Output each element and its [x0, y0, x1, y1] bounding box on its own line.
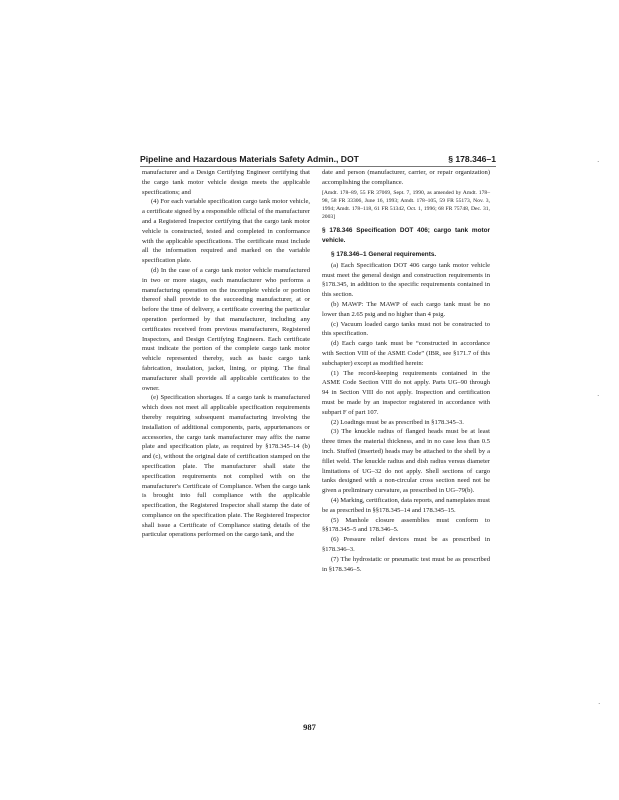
- paragraph: (a) Each Specification DOT 406 cargo tank motor vehicle must meet the general design and construction requirements in §178.345, in addition to the specific requirements contained in this section.: [322, 261, 490, 299]
- scan-speck: ·: [597, 392, 600, 400]
- scan-speck: ·: [598, 700, 601, 708]
- paragraph: (7) The hydrostatic or pneumatic test must be as prescribed in §178.346–5.: [322, 555, 490, 573]
- section-heading: § 178.346 Specification DOT 406; cargo tank motor vehicle.: [322, 227, 490, 245]
- scan-speck: ·: [597, 158, 600, 166]
- running-header: [140, 154, 496, 167]
- paragraph: (d) Each cargo tank must be “constructed in accordance with Section VIII of the ASME Code” (IBR, see §171.7 of this subchapter) except as modified herein:: [322, 340, 490, 367]
- paragraph: (d) In the case of a cargo tank motor vehicle manufactured in two or more stages, each manufacturer who performs a manufacturing operation on the incomplete vehicle or portion thereof shall provide to the succeeding manufacturer, at or before the time of delivery, a certificate covering the particular operation performed by that manufacturer, including any certificates received from previous manufacturers, Registered Inspectors, and Design Certifying Engineers. Each certificate must indicate the portion of the complete cargo tank motor vehicle represented thereby, such as basic cargo tank fabrication, insulation, jacket, lining, or piping. The final manufacturer shall provide all applicable certificates to the owner.: [142, 266, 310, 392]
- amendment-citation: [Amdt. 178–89, 55 FR 37069, Sept. 7, 1990, as amended by Amdt. 178–98, 58 FR 33306, June 16, 1993; Amdt. 178–105, 59 FR 55173, Nov. 3, 1994; Amdt. 178–118, 61 FR 51342, Oct. 1, 1996; 68 FR 75748, Dec. 31, 2003]: [322, 189, 490, 221]
- paragraph: (4) For each variable specification cargo tank motor vehicle, a certificate signed by a responsible official of the manufacturer and a Registered Inspector certifying that the cargo tank motor vehicle is constructed, tested and completed in conformance with the applicable specifications. The certificate must include all the information required and marked on the variable specification plate.: [142, 198, 310, 265]
- paragraph: (2) Loadings must be as prescribed in §178.345–3.: [331, 418, 464, 426]
- paragraph: (4) Marking, certification, data reports, and nameplates must be as prescribed in §§178.345–14 and 178.345–15.: [322, 496, 490, 514]
- paragraph: (b) MAWP: The MAWP of each cargo tank must be no lower than 2.65 psig and no higher than 4 psig.: [322, 300, 490, 318]
- paragraph: (5) Manhole closure assemblies must conform to §§178.345–5 and 178.346–5.: [322, 516, 490, 534]
- paragraph: (3) The knuckle radius of flanged heads must be at least three times the material thickness, and in no case less than 0.5 inch. Stuffed (inserted) heads may be attached to the shell by a fillet weld. The knuckle radius and dish radius versus diameter limitations of UG–32 do not apply. Shell sections of cargo tanks designed with a non-circular cross section need not be given a preliminary curvature, as prescribed in UG–79(b).: [322, 428, 490, 495]
- header-section: § 178.346–1: [448, 154, 496, 164]
- paragraph: manufacturer and a Design Certifying Engineer certifying that the cargo tank motor vehicle design meets the applicable specifications; and: [142, 169, 310, 196]
- right-column: [322, 168, 490, 574]
- paragraph: (6) Pressure relief devices must be as prescribed in §178.346–3.: [322, 536, 490, 553]
- paragraph: (e) Specification shortages. If a cargo tank is manufactured which does not meet all applicable specification requirements thereby requiring subsequent manufacturing involving the installation of additional components, parts, appurtenances or accessories, the cargo tank manufacturer may affix the name plate and specification plate, as required by §178.345–14 (b) and (c), without the original date of certification stamped on the specification plate. The manufacturer shall state the specification requirements not complied with on the manufacturer's Certificate of Compliance. When the cargo tank is brought into full compliance with the applicable specification, the Registered Inspector shall stamp the date of compliance on the specification plate. The Registered Inspector shall issue a Certificate of Compliance stating details of the particular operations performed on the cargo tank, and the: [142, 394, 310, 539]
- left-column: [142, 168, 310, 540]
- paragraph: date and person (manufacturer, carrier, or repair organization) accomplishing the compliance.: [322, 169, 490, 186]
- subsection-heading: § 178.346–1 General requirements.: [331, 251, 437, 258]
- page-number: 987: [303, 722, 316, 732]
- header-agency: Pipeline and Hazardous Materials Safety Admin., DOT: [140, 154, 359, 164]
- paragraph: (1) The record-keeping requirements contained in the ASME Code Section VIII do not apply. Parts UG–90 through 94 in Section VIII do not apply. Inspection and certification must be made by an inspector registered in accordance with subpart F of part 107.: [322, 369, 490, 416]
- paragraph: (c) Vacuum loaded cargo tanks must not be constructed to this specification.: [322, 320, 490, 338]
